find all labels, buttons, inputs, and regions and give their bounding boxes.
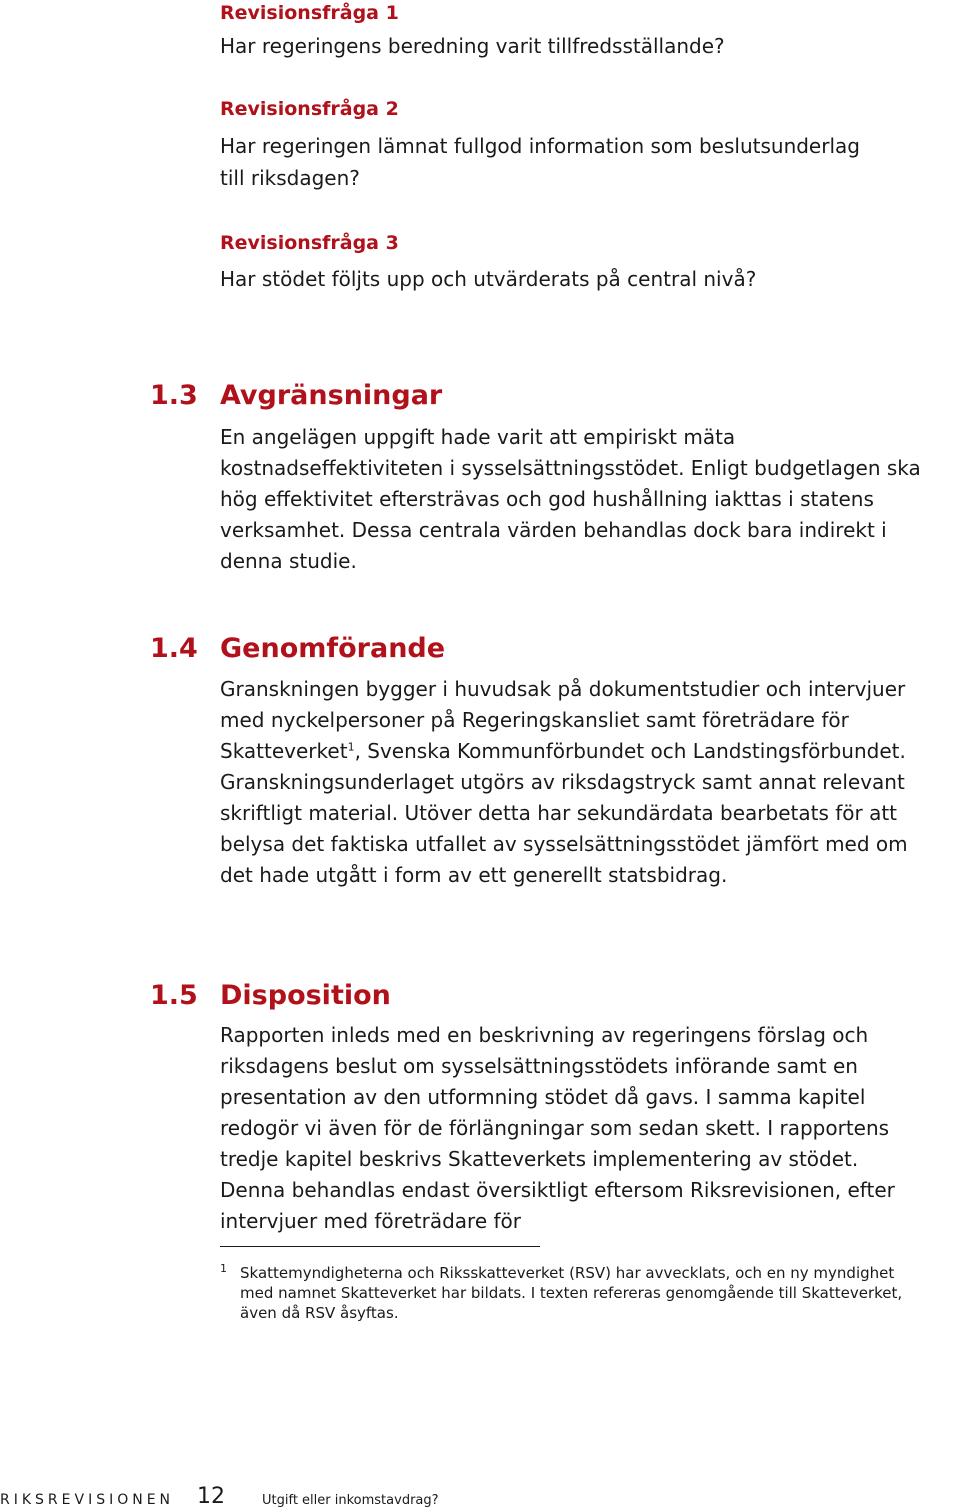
page-number: 12 xyxy=(197,1484,225,1509)
revision-question-3-heading: Revisionsfråga 3 xyxy=(220,232,399,254)
section-1-5-paragraph: Rapporten inleds med en beskrivning av regeringens förslag och riksdagens beslut om sysselsättningsstödets införande samt en presentation av den utformning stödet då gavs. I samma kapitel redogör vi även för de förlängningar som sedan skett. I rapportens tredje kapitel beskrivs Skatteverkets implementering av stödet. Denna behandlas endast översiktligt eftersom Riksrevisionen, efter intervjuer med företrädare för xyxy=(220,1023,895,1233)
footer-document-title: Utgift eller inkomstavdrag? xyxy=(262,1493,439,1508)
section-1-5-number: 1.5 xyxy=(150,980,198,1011)
section-1-4-text-b: , Svenska Kommunförbundet och Landstingsförbundet. Granskningsunderlaget utgörs av riksdagstryck samt annat relevant skriftligt material. Utöver detta har sekundärdata bearbetats för att belysa det faktiska utfallet av sysselsättningsstödet jämfört med om det hade utgått i form av ett generellt statsbidrag. xyxy=(220,739,908,887)
revision-question-3-text: Har stödet följts upp och utvärderats på central nivå? xyxy=(220,267,757,291)
section-1-3-number: 1.3 xyxy=(150,380,198,411)
revision-question-1-text: Har regeringens beredning varit tillfredsställande? xyxy=(220,34,725,58)
section-1-3-title: Avgränsningar xyxy=(220,380,443,411)
revision-question-1-heading: Revisionsfråga 1 xyxy=(220,2,399,24)
revision-question-2-heading: Revisionsfråga 2 xyxy=(220,98,399,120)
footnote-text: Skattemyndigheterna och Riksskatteverket (RSV) har avvecklats, och en ny myndighet med namnet Skatteverket har bildats. I texten refereras genomgående till Skatteverket, även då RSV åsyftas. xyxy=(240,1264,903,1322)
section-1-5-title: Disposition xyxy=(220,980,391,1011)
revision-question-2-text: Har regeringen lämnat fullgod information som beslutsunderlag till riksdagen? xyxy=(220,134,860,190)
footnote-divider xyxy=(220,1246,540,1247)
footnote-number: 1 xyxy=(220,1262,227,1275)
section-1-4-title: Genomförande xyxy=(220,633,446,664)
section-1-4-paragraph xyxy=(220,674,940,891)
section-1-4-number: 1.4 xyxy=(150,633,198,664)
footer-brand: RIKSREVISIONEN xyxy=(0,1492,175,1508)
section-1-3-paragraph: En angelägen uppgift hade varit att empiriskt mäta kostnadseffektiviteten i sysselsättningsstödet. Enligt budgetlagen ska hög effektivitet eftersträvas och god hushållning iakttas i statens verksamhet. Dessa centrala värden behandlas dock bara indirekt i denna studie. xyxy=(220,425,921,573)
footnote-reference[interactable]: 1 xyxy=(347,740,355,754)
section-1-4-text-a: Granskningen bygger i huvudsak på dokumentstudier och intervjuer med nyckelpersoner på Regeringskansliet samt företrädare för Skatteverket xyxy=(220,677,906,763)
